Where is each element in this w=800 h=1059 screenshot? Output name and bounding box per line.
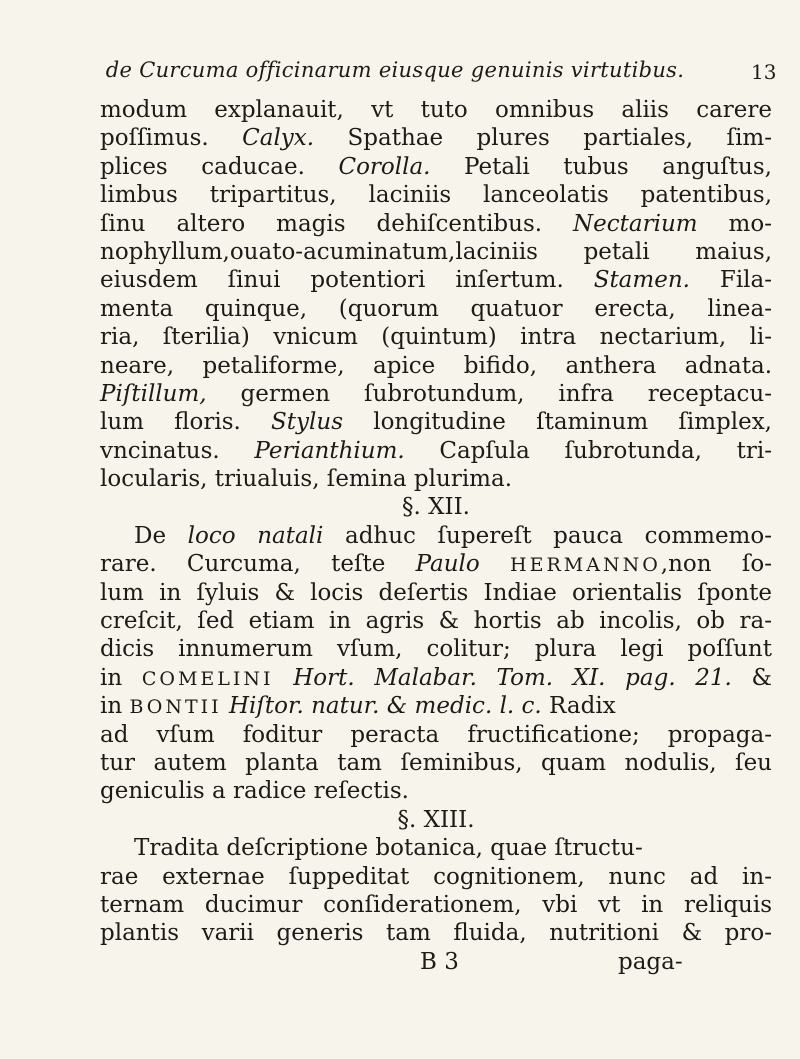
text-line [100, 238, 772, 266]
text-run: ſinu altero magis dehiſcentibus. [100, 210, 574, 237]
text-line [100, 721, 772, 749]
text-line [100, 181, 772, 209]
section-heading [100, 493, 772, 521]
text-line [100, 664, 772, 692]
text-run: eiusdem ſinui potentiori inſertum. [100, 267, 594, 294]
page-footer [100, 948, 772, 976]
italic-text: Stylus [271, 409, 344, 436]
italic-text: Paulo [415, 551, 480, 578]
text-line [100, 408, 772, 436]
text-run: Capſula ſubrotunda, tri- [404, 437, 773, 464]
text-run: §. XII. [402, 494, 470, 521]
text-line [100, 465, 772, 493]
text-run [480, 551, 510, 577]
text-run: adhuc ſupereſt pauca commemo- [323, 522, 772, 549]
text-run: mo- [697, 210, 772, 237]
text-line [100, 749, 772, 777]
text-run: poſſimus. [100, 125, 243, 152]
text-line [100, 352, 772, 380]
italic-text: Corolla. [338, 153, 431, 180]
text-run: in [100, 693, 130, 720]
small-caps-name: BONTII [129, 696, 222, 719]
text-line [100, 295, 772, 323]
text-line [100, 919, 772, 947]
text-run: Petali tubus anguſtus, [430, 153, 772, 180]
running-title: de Curcuma officinarum eiusque genuinis virtutibus. [105, 58, 685, 82]
text-line [100, 210, 772, 238]
text-line [100, 834, 772, 862]
text-run: Radix [541, 693, 616, 720]
text-run: germen ſubrotundum, infra receptacu- [206, 380, 773, 407]
text-run: §. XIII. [397, 806, 475, 833]
italic-text: Hort. Malabar. Tom. XI. pag. 21. [293, 664, 732, 691]
section-heading [100, 806, 772, 834]
text-run: plices caducae. [100, 153, 339, 180]
text-run: ternam ducimur conſiderationem, vbi vt in reliquis [100, 891, 773, 918]
text-run: & [731, 664, 773, 691]
catchword: paga- [618, 948, 683, 975]
signature-mark: B 3 [420, 948, 459, 975]
text-line [100, 891, 772, 919]
text-line [100, 607, 772, 635]
text-line [100, 124, 772, 152]
text-line [100, 266, 772, 294]
text-run [274, 665, 294, 691]
text-run: nophyllum,ouato-acuminatum,laciniis petali maius, [100, 238, 773, 265]
text-run: neare, petaliforme, apice bifido, anthera adnata. [100, 352, 773, 379]
italic-text: Nectarium [573, 210, 698, 237]
text-run: geniculis a radice reſectis. [100, 778, 409, 805]
italic-text: Perianthium. [254, 437, 405, 464]
text-line [100, 550, 772, 578]
text-run: in [100, 664, 142, 691]
text-run: De [134, 522, 188, 549]
text-run: tur autem planta tam ſeminibus, quam nodulis, ſeu [100, 749, 772, 776]
text-run: limbus tripartitus, laciniis lanceolatis patentibus, [100, 182, 773, 209]
text-run: menta quinque, (quorum quatuor erecta, linea- [100, 295, 773, 322]
text-run: Spathae plures partiales, ſim- [314, 125, 773, 152]
text-run: modum explanauit, vt tuto omnibus aliis carere [100, 97, 773, 123]
text-run: ,non ſo- [660, 551, 772, 578]
text-run: dicis innumerum vſum, colitur; plura legi poſſunt [100, 636, 772, 663]
text-run: Tradita deſcriptione botanica, quae ſtructu- [134, 835, 643, 862]
text-run: ad vſum foditur peracta fructificatione; propaga- [100, 721, 772, 748]
text-line [100, 692, 772, 720]
text-line [100, 579, 772, 607]
text-run: creſcit, ſed etiam in agris & hortis ab incolis, ob ra- [100, 608, 772, 635]
small-caps-name: COMELINI [141, 667, 274, 690]
text-line [100, 863, 772, 891]
text-run: longitudine ſtaminum ſimplex, [343, 409, 772, 436]
text-line [100, 522, 772, 550]
text-run: rae externae ſuppeditat cognitionem, nunc ad in- [100, 863, 772, 890]
text-run: lum floris. [100, 409, 272, 436]
italic-text: Piſtillum, [100, 380, 207, 407]
page-header [0, 58, 800, 88]
page-number: 13 [751, 60, 777, 84]
text-run: lum in ſyluis & locis deſertis Indiae orientalis ſponte [100, 579, 772, 606]
text-run: vncinatus. [100, 437, 255, 464]
text-run: plantis varii generis tam fluida, nutritioni & pro- [100, 920, 772, 947]
text-run: ria, ſterilia) vnicum (quintum) intra nectarium, li- [100, 324, 772, 351]
text-line [100, 153, 772, 181]
italic-text: loco natali [187, 522, 324, 549]
text-line [100, 380, 772, 408]
italic-text: Calyx. [242, 125, 315, 152]
italic-text: Stamen. [593, 267, 690, 294]
text-run [222, 693, 229, 719]
text-run: locularis, triualuis, ſemina plurima. [100, 466, 513, 493]
text-line [100, 777, 772, 805]
body-text [100, 96, 772, 976]
small-caps-name: HERMANNO [510, 554, 661, 577]
text-run: rare. Curcuma, teſte [100, 551, 416, 578]
text-line [100, 323, 772, 351]
text-run: Fila- [689, 267, 773, 294]
italic-text: Hiſtor. natur. & medic. l. c. [229, 693, 542, 720]
text-line [100, 96, 772, 124]
text-line [100, 437, 772, 465]
text-line [100, 635, 772, 663]
